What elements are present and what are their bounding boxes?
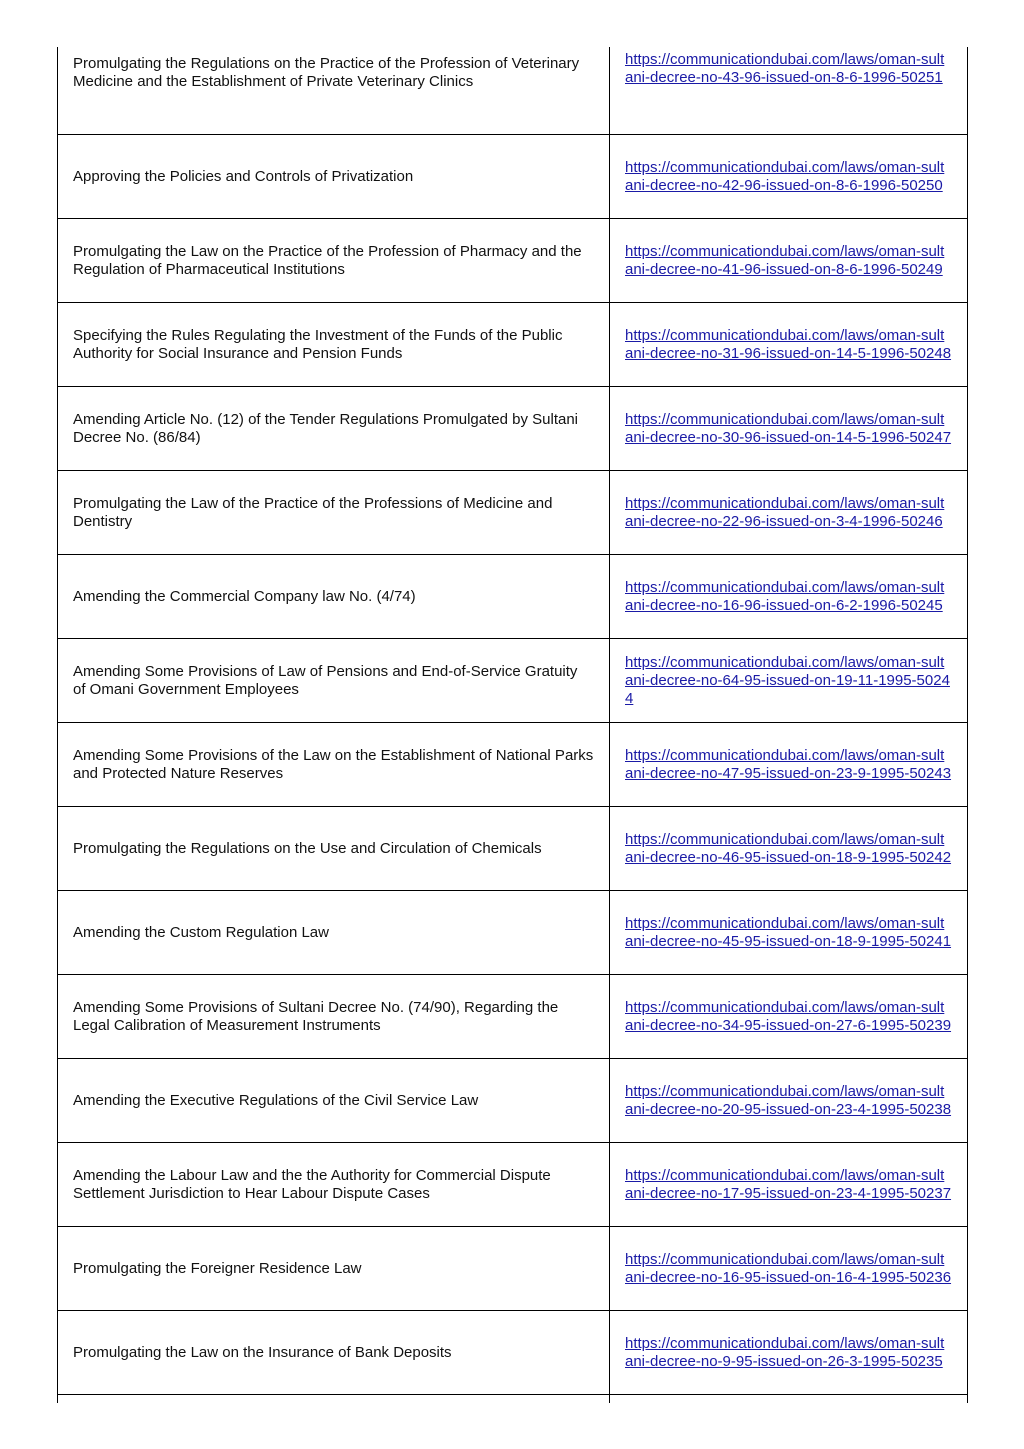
law-link-cell [610, 1143, 968, 1227]
law-title: Amending Some Provisions of Sultani Decree No. (74/90), Regarding the Legal Calibration of Measurement Instruments [58, 975, 610, 1059]
law-title: Promulgating the Regulations on the Use and Circulation of Chemicals [58, 807, 610, 891]
law-link[interactable]: https://communicationdubai.com/laws/oman-sultani-decree-no-9-95-issued-on-26-3-1995-50235 [625, 1334, 945, 1370]
law-title: Amending the Custom Regulation Law [58, 891, 610, 975]
laws-table [57, 47, 968, 1403]
law-title: Promulgating the Regulations on the Practice of the Profession of Veterinary Medicine and the Establishment of Private Veterinary Clinics [58, 47, 610, 135]
law-link-cell [610, 1227, 968, 1311]
law-title: Promulgating the Law of the Practice of the Professions of Medicine and Dentistry [58, 471, 610, 555]
empty-cell [610, 1395, 968, 1404]
law-link[interactable]: https://communicationdubai.com/laws/oman-sultani-decree-no-20-95-issued-on-23-4-1995-50238 [625, 1082, 952, 1118]
law-title: Specifying the Rules Regulating the Investment of the Funds of the Public Authority for Social Insurance and Pension Funds [58, 303, 610, 387]
table-row [58, 891, 968, 975]
table-row [58, 975, 968, 1059]
table-row [58, 723, 968, 807]
law-link-cell [610, 639, 968, 723]
law-link-cell [610, 47, 968, 135]
laws-table-body [58, 47, 968, 1403]
law-link[interactable]: https://communicationdubai.com/laws/oman-sultani-decree-no-16-95-issued-on-16-4-1995-50236 [625, 1250, 952, 1286]
law-link-cell [610, 219, 968, 303]
law-link[interactable]: https://communicationdubai.com/laws/oman-sultani-decree-no-45-95-issued-on-18-9-1995-50241 [625, 914, 952, 950]
law-link-cell [610, 1059, 968, 1143]
law-link[interactable]: https://communicationdubai.com/laws/oman-sultani-decree-no-46-95-issued-on-18-9-1995-50242 [625, 830, 952, 866]
table-row [58, 387, 968, 471]
law-title: Amending the Labour Law and the the Authority for Commercial Dispute Settlement Jurisdiction to Hear Labour Dispute Cases [58, 1143, 610, 1227]
law-link[interactable]: https://communicationdubai.com/laws/oman-sultani-decree-no-42-96-issued-on-8-6-1996-50250 [625, 158, 945, 194]
law-title: Approving the Policies and Controls of Privatization [58, 135, 610, 219]
law-link-cell [610, 807, 968, 891]
table-row [58, 639, 968, 723]
law-link-cell [610, 975, 968, 1059]
law-title: Promulgating the Law on the Practice of the Profession of Pharmacy and the Regulation of Pharmaceutical Institutions [58, 219, 610, 303]
law-link[interactable]: https://communicationdubai.com/laws/oman-sultani-decree-no-30-96-issued-on-14-5-1996-50247 [625, 410, 952, 446]
table-row [58, 1227, 968, 1311]
law-link[interactable]: https://communicationdubai.com/laws/oman-sultani-decree-no-64-95-issued-on-19-11-1995-50244 [625, 653, 950, 707]
law-title: Promulgating the Law on the Insurance of Bank Deposits [58, 1311, 610, 1395]
table-row [58, 1143, 968, 1227]
law-title: Amending Some Provisions of the Law on the Establishment of National Parks and Protected Nature Reserves [58, 723, 610, 807]
law-link[interactable]: https://communicationdubai.com/laws/oman-sultani-decree-no-17-95-issued-on-23-4-1995-50237 [625, 1166, 952, 1202]
table-row [58, 555, 968, 639]
law-link-cell [610, 303, 968, 387]
law-title: Amending Article No. (12) of the Tender Regulations Promulgated by Sultani Decree No. (86/84) [58, 387, 610, 471]
table-row [58, 471, 968, 555]
table-row [58, 47, 968, 135]
table-row [58, 135, 968, 219]
law-title: Amending the Executive Regulations of the Civil Service Law [58, 1059, 610, 1143]
law-link-cell [610, 1311, 968, 1395]
document-page [57, 47, 967, 1400]
table-row-partial [58, 1395, 968, 1404]
law-link[interactable]: https://communicationdubai.com/laws/oman-sultani-decree-no-47-95-issued-on-23-9-1995-50243 [625, 746, 952, 782]
law-link-cell [610, 387, 968, 471]
table-row [58, 219, 968, 303]
law-title: Amending the Commercial Company law No. (4/74) [58, 555, 610, 639]
law-title: Promulgating the Foreigner Residence Law [58, 1227, 610, 1311]
table-row [58, 303, 968, 387]
law-link[interactable]: https://communicationdubai.com/laws/oman-sultani-decree-no-22-96-issued-on-3-4-1996-50246 [625, 494, 945, 530]
law-link[interactable]: https://communicationdubai.com/laws/oman-sultani-decree-no-41-96-issued-on-8-6-1996-50249 [625, 242, 945, 278]
table-row [58, 1059, 968, 1143]
law-link[interactable]: https://communicationdubai.com/laws/oman-sultani-decree-no-31-96-issued-on-14-5-1996-50248 [625, 326, 952, 362]
table-row [58, 1311, 968, 1395]
law-link[interactable]: https://communicationdubai.com/laws/oman-sultani-decree-no-16-96-issued-on-6-2-1996-50245 [625, 578, 945, 614]
law-link[interactable]: https://communicationdubai.com/laws/oman-sultani-decree-no-34-95-issued-on-27-6-1995-50239 [625, 998, 952, 1034]
law-title: Amending Some Provisions of Law of Pensions and End-of-Service Gratuity of Omani Government Employees [58, 639, 610, 723]
law-link[interactable]: https://communicationdubai.com/laws/oman-sultani-decree-no-43-96-issued-on-8-6-1996-50251 [625, 51, 945, 86]
law-link-cell [610, 723, 968, 807]
table-row [58, 807, 968, 891]
law-link-cell [610, 891, 968, 975]
law-link-cell [610, 135, 968, 219]
empty-cell [58, 1395, 610, 1404]
law-link-cell [610, 555, 968, 639]
law-link-cell [610, 471, 968, 555]
